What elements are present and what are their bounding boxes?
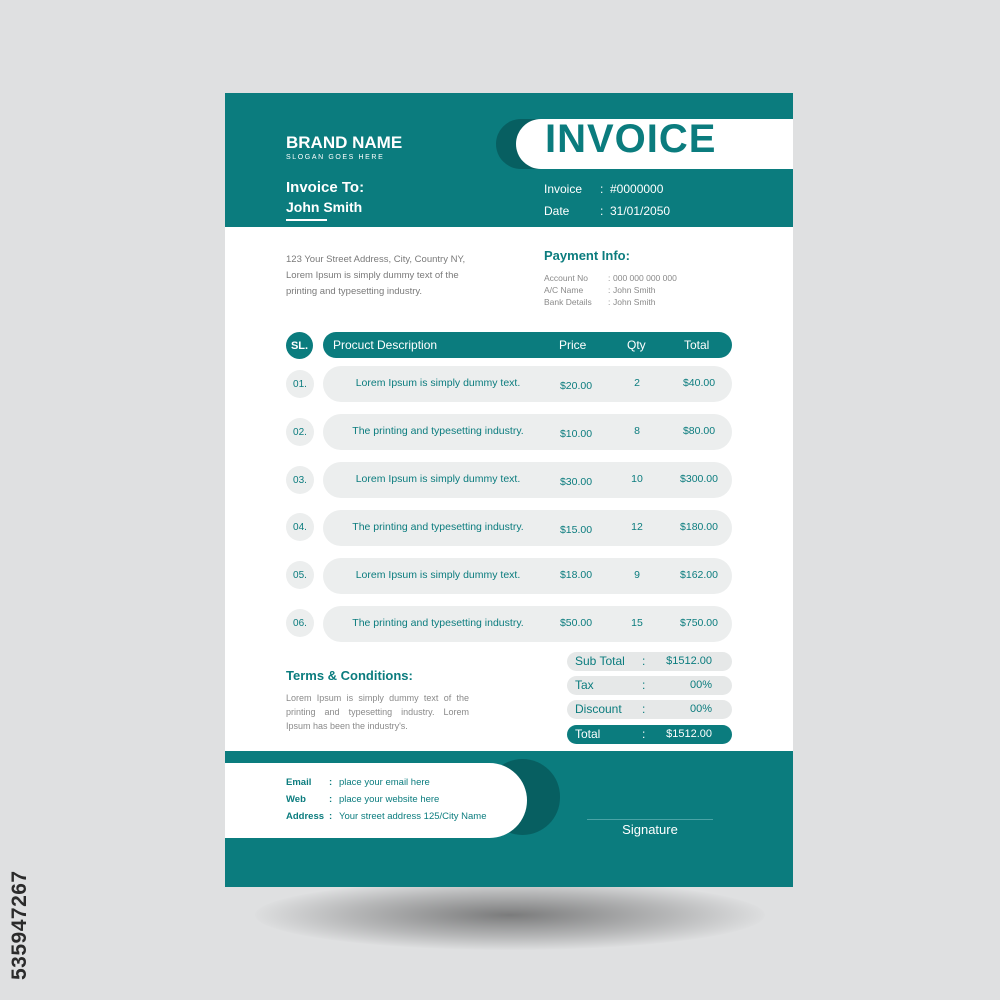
table-row bbox=[323, 606, 732, 642]
stock-id-text: 535947267 bbox=[8, 870, 31, 980]
row-number: 01. bbox=[286, 370, 314, 398]
price-column-header: Price bbox=[559, 338, 587, 352]
subtotal-row bbox=[567, 652, 732, 671]
row-qty: 15 bbox=[631, 617, 643, 629]
row-qty: 9 bbox=[634, 569, 640, 581]
tax-colon: : bbox=[642, 678, 646, 692]
signature-label: Signature bbox=[622, 822, 678, 837]
discount-row bbox=[567, 700, 732, 719]
discount-value: 00% bbox=[689, 703, 712, 715]
email-value: place your email here bbox=[339, 777, 430, 788]
web-label: Web bbox=[286, 794, 306, 805]
terms-text: Lorem Ipsum is simply dummy text of the printing and typesetting industry. Lorem Ipsum has been the industry's. bbox=[286, 693, 469, 731]
row-qty: 12 bbox=[631, 521, 643, 533]
row-description: Lorem Ipsum is simply dummy text. bbox=[355, 377, 521, 389]
invoice-number-colon: : bbox=[600, 182, 604, 196]
payment-bank-label: Bank Details bbox=[544, 297, 592, 307]
table-row bbox=[323, 414, 732, 450]
sl-column-header: SL. bbox=[286, 332, 313, 359]
address-label: Address bbox=[286, 811, 325, 822]
payment-account-value: 000 000 000 000 bbox=[613, 273, 677, 283]
row-price: $15.00 bbox=[559, 524, 593, 536]
subtotal-colon: : bbox=[642, 654, 646, 668]
address-value: Your street address 125/City Name bbox=[339, 811, 487, 822]
row-total: $40.00 bbox=[682, 377, 716, 389]
total-value: $1512.00 bbox=[666, 728, 712, 740]
invoice-date-value: 31/01/2050 bbox=[610, 204, 671, 218]
invoice-date-label: Date bbox=[544, 204, 570, 218]
invoice-number-label: Invoice bbox=[544, 182, 583, 196]
row-number: 03. bbox=[286, 466, 314, 494]
row-price: $30.00 bbox=[559, 476, 593, 488]
page-shadow bbox=[255, 880, 765, 950]
email-colon: : bbox=[329, 777, 333, 788]
subtotal-label: Sub Total bbox=[575, 654, 625, 668]
row-qty: 8 bbox=[634, 425, 640, 437]
payment-account-colon: : bbox=[608, 273, 611, 283]
total-column-header: Total bbox=[684, 338, 710, 352]
row-total: $180.00 bbox=[680, 521, 718, 533]
table-row bbox=[323, 510, 732, 546]
row-total: $750.00 bbox=[680, 617, 718, 629]
payment-account-label: Account No bbox=[544, 273, 588, 283]
sender-address: 123 Your Street Address, City, Country NY, Lorem Ipsum is simply dummy text of the printing and typesetting industry. bbox=[286, 254, 466, 297]
payment-name-label: A/C Name bbox=[544, 285, 584, 295]
address-colon: : bbox=[329, 811, 333, 822]
table-row bbox=[323, 366, 732, 402]
payment-info-title: Payment Info: bbox=[544, 248, 630, 263]
table-row bbox=[323, 558, 732, 594]
payment-bank-value: John Smith bbox=[613, 297, 656, 307]
discount-colon: : bbox=[642, 702, 646, 716]
payment-bank-colon: : bbox=[608, 297, 611, 307]
client-name: John Smith bbox=[286, 199, 363, 215]
row-price: $20.00 bbox=[559, 380, 593, 392]
brand-name: BRAND NAME bbox=[286, 133, 403, 152]
row-number: 04. bbox=[286, 513, 314, 541]
web-colon: : bbox=[329, 794, 333, 805]
invoice-date-colon: : bbox=[600, 204, 604, 218]
table-header-bar bbox=[323, 332, 732, 358]
total-colon: : bbox=[642, 727, 646, 741]
qty-column-header: Qty bbox=[627, 338, 646, 352]
tax-label: Tax bbox=[575, 678, 594, 692]
web-value: place your website here bbox=[339, 794, 440, 805]
total-row bbox=[567, 725, 732, 744]
invoice-to-label: Invoice To: bbox=[286, 179, 365, 196]
discount-label: Discount bbox=[575, 702, 622, 716]
description-column-header: Procuct Description bbox=[333, 338, 438, 352]
row-number: 02. bbox=[286, 418, 314, 446]
subtotal-value: $1512.00 bbox=[666, 655, 712, 667]
brand-slogan: SLOGAN GOES HERE bbox=[286, 154, 385, 161]
table-row bbox=[323, 462, 732, 498]
total-label: Total bbox=[575, 727, 601, 741]
footer-bottom-band bbox=[225, 838, 793, 887]
row-total: $162.00 bbox=[680, 569, 718, 581]
row-description: The printing and typesetting industry. bbox=[352, 425, 524, 437]
row-total: $80.00 bbox=[682, 425, 716, 437]
invoice-title: INVOICE bbox=[545, 117, 717, 161]
signature-line bbox=[587, 819, 713, 820]
payment-name-colon: : bbox=[608, 285, 611, 295]
row-price: $18.00 bbox=[559, 569, 593, 581]
invoice-page bbox=[225, 93, 793, 887]
payment-name-value: John Smith bbox=[613, 285, 656, 295]
row-price: $10.00 bbox=[559, 428, 593, 440]
row-qty: 10 bbox=[631, 473, 643, 485]
row-price: $50.00 bbox=[559, 617, 593, 629]
row-description: The printing and typesetting industry. bbox=[352, 617, 524, 629]
tax-value: 00% bbox=[689, 679, 712, 691]
terms-title: Terms & Conditions: bbox=[286, 668, 413, 683]
row-description: The printing and typesetting industry. bbox=[352, 521, 524, 533]
row-number: 05. bbox=[286, 561, 314, 589]
row-total: $300.00 bbox=[680, 473, 718, 485]
tax-row bbox=[567, 676, 732, 695]
row-description: Lorem Ipsum is simply dummy text. bbox=[355, 569, 521, 581]
row-number: 06. bbox=[286, 609, 314, 637]
client-underline bbox=[286, 219, 327, 221]
row-description: Lorem Ipsum is simply dummy text. bbox=[355, 473, 521, 485]
row-qty: 2 bbox=[634, 377, 640, 389]
email-label: Email bbox=[286, 777, 312, 788]
invoice-number-value: #0000000 bbox=[610, 182, 664, 196]
